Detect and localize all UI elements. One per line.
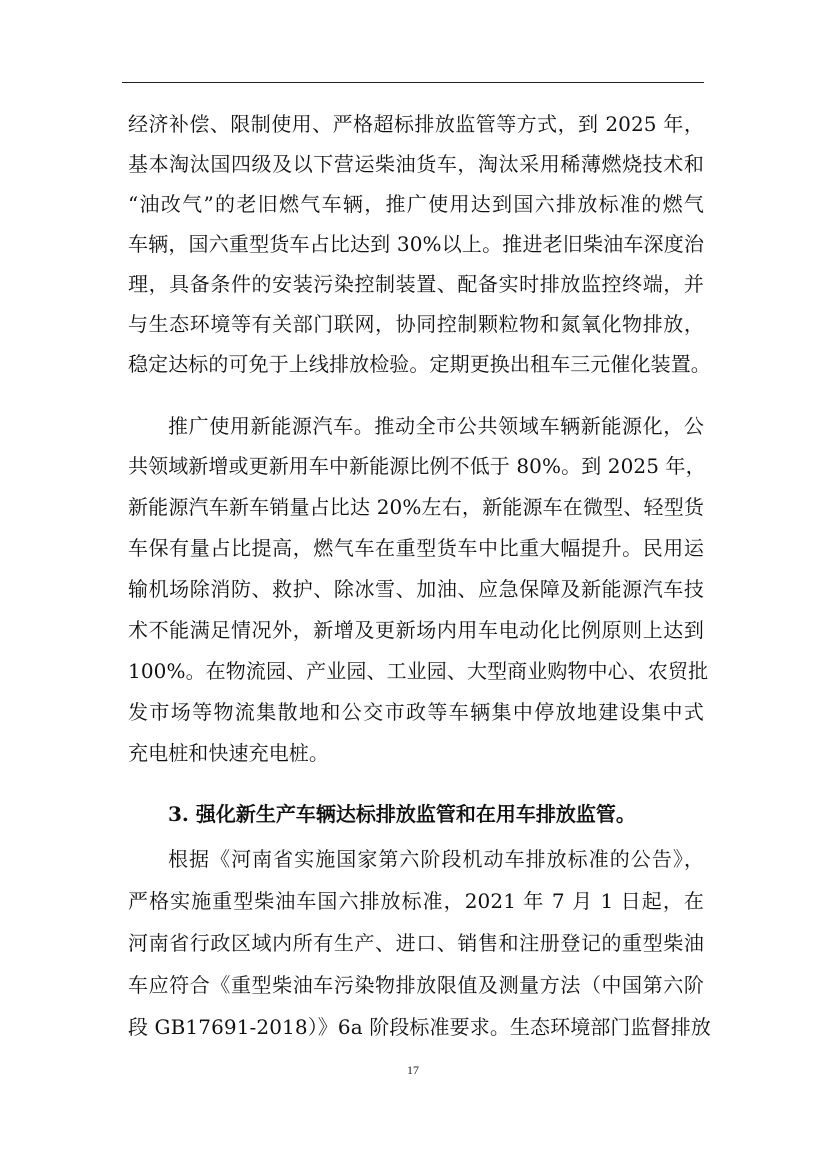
text-line: “油改气”的老旧燃气车辆，推广使用达到国六排放标准的燃气 xyxy=(128,192,704,216)
header-rule xyxy=(122,82,704,83)
text-line: 车应符合《重型柴油车污染物排放限值及测量方法（中国第六阶 xyxy=(128,973,704,997)
text-line: 发市场等物流集散地和公交市政等车辆集中停放地建设集中式 xyxy=(128,700,704,724)
text-line: 基本淘汰国四级及以下营运柴油货车，淘汰采用稀薄燃烧技术和 xyxy=(128,152,704,176)
text-line: 100%。在物流园、产业园、工业园、大型商业购物中心、农贸批 xyxy=(128,659,709,683)
section-heading: 3. 强化新生产车辆达标排放监管和在用车排放监管。 xyxy=(168,802,636,826)
text-line: 推广使用新能源汽车。推动全市公共领域车辆新能源化，公 xyxy=(168,414,704,438)
text-line: 根据《河南省实施国家第六阶段机动车排放标准的公告》， xyxy=(168,847,704,871)
text-line: 理，具备条件的安装污染控制装置、配备实时排放监控终端，并 xyxy=(128,272,704,296)
text-line: 新能源汽车新车销量占比达 20%左右，新能源车在微型、轻型货 xyxy=(128,495,704,519)
text-line: 经济补偿、限制使用、严格超标排放监管等方式，到 2025 年， xyxy=(128,112,704,136)
text-line: 充电桩和快速充电桩。 xyxy=(128,741,329,765)
text-line: 输机场除消防、救护、除冰雪、加油、应急保障及新能源汽车技 xyxy=(128,577,704,601)
text-line: 段 GB17691-2018）》6a 阶段标准要求。生态环境部门监督排放 xyxy=(128,1015,711,1039)
text-line: 车保有量占比提高，燃气车在重型货车中比重大幅提升。民用运 xyxy=(128,536,704,560)
text-line: 共领域新增或更新用车中新能源比例不低于 80%。到 2025 年， xyxy=(128,454,706,478)
text-line: 车辆，国六重型货车占比达到 30%以上。推进老旧柴油车深度治 xyxy=(128,232,704,256)
text-line: 与生态环境等有关部门联网，协同控制颗粒物和氮氧化物排放， xyxy=(128,312,704,336)
text-line: 术不能满足情况外，新增及更新场内用车电动化比例原则上达到 xyxy=(128,618,704,642)
text-line: 稳定达标的可免于上线排放检验。定期更换出租车三元催化装置。 xyxy=(128,352,711,376)
page-number: 17 xyxy=(407,1063,419,1077)
text-line: 河南省行政区域内所有生产、进口、销售和注册登记的重型柴油 xyxy=(128,931,704,955)
text-line: 严格实施重型柴油车国六排放标准，2021 年 7 月 1 日起，在 xyxy=(128,889,704,913)
